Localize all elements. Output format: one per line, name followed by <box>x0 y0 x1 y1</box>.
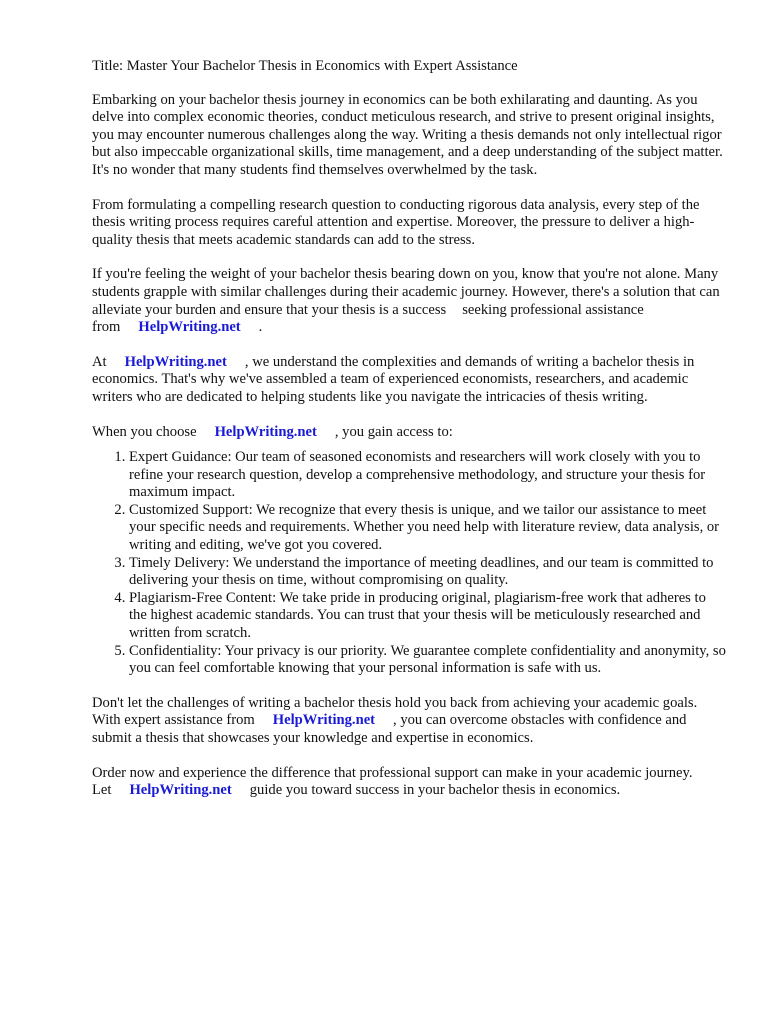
paragraph-solution-text: If you're feeling the weight of your bachelor thesis bearing down on you, know that you're not alone. Many students grapple with similar challenges during their academic journey. However, there's a solution that can alleviate your burden and ensure that your thesis is a success <box>92 266 720 318</box>
paragraph-order-end: guide you toward success in your bachelor thesis in economics. <box>249 782 621 799</box>
paragraph-choose-start: When you choose <box>92 423 197 440</box>
paragraph-solution-end: . <box>258 319 263 336</box>
paragraph-order <box>92 765 726 800</box>
paragraph-about <box>92 354 726 407</box>
list-item: 3. Timely Delivery: We understand the importance of meeting deadlines, and our team is committed to delivering your thesis on time, without compromising on quality. <box>129 555 726 590</box>
list-item: 2. Customized Support: We recognize that every thesis is unique, and we tailor our assistance to meet your specific needs and requirements. Whether you need help with literature review, data analysis, or writing and editing, we've got you covered. <box>129 502 726 555</box>
paragraph-encourage-end: , you can overcome obstacles with confidence and submit a thesis that showcases your knowledge and expertise in economics. <box>92 712 687 746</box>
document-page <box>92 58 726 817</box>
list-item: 4. Plagiarism-Free Content: We take pride in producing original, plagiarism-free work that adheres to the highest academic standards. You can trust that your thesis will be meticulously researched and written from scratch. <box>129 590 726 643</box>
paragraph-solution <box>92 266 726 336</box>
document-title: Title: Master Your Bachelor Thesis in Economics with Expert Assistance <box>92 58 518 74</box>
list-item: 1. Expert Guidance: Our team of seasoned economists and researchers will work closely with you to refine your research question, develop a comprehensive methodology, and structure your thesis for maximum impact. <box>129 449 726 502</box>
paragraph-intro: Embarking on your bachelor thesis journey in economics can be both exhilarating and daunting. As you delve into complex economic theories, conduct meticulous research, and strive to present original insights, you may encounter numerous challenges along the way. Writing a thesis demands not only intellectual rigor but also impeccable organizational skills, time management, and a deep understanding of the subject matter. It's no wonder that many students find themselves overwhelmed by the task. <box>92 91 723 178</box>
paragraph-process: From formulating a compelling research question to conducting rigorous data analysis, every step of the thesis writing process requires careful attention and expertise. Moreover, the pressure to deliver a high-quality thesis that meets academic standards can add to the stress. <box>92 196 700 248</box>
helpwriting-link-3[interactable]: HelpWriting.net <box>214 423 317 440</box>
helpwriting-link-2[interactable]: HelpWriting.net <box>124 353 227 370</box>
paragraph-choose <box>92 424 726 442</box>
benefits-list <box>92 449 726 678</box>
list-item: 5. Confidentiality: Your privacy is our priority. We guarantee complete confidentiality and anonymity, so you can feel comfortable knowing that your personal information is safe with us. <box>129 643 726 678</box>
paragraph-encourage <box>92 695 726 748</box>
helpwriting-link-1[interactable]: HelpWriting.net <box>138 319 241 336</box>
helpwriting-link-5[interactable]: HelpWriting.net <box>129 782 232 799</box>
paragraph-encourage-start: Don't let the challenges of writing a bachelor thesis hold you back from achieving your academic goals. With expert assistance from <box>92 694 698 729</box>
paragraph-choose-end: , you gain access to: <box>334 423 453 440</box>
paragraph-order-start: Order now and experience the difference that professional support can make in your academic journey. Let <box>92 764 693 799</box>
paragraph-about-text: , we understand the complexities and demands of writing a bachelor thesis in economics. That's why we've assembled a team of experienced economists, researchers, and academic writers who are dedicated to helping students like you navigate the intricacies of thesis writing. <box>92 353 695 405</box>
paragraph-about-start: At <box>92 353 107 370</box>
helpwriting-link-4[interactable]: HelpWriting.net <box>272 712 376 729</box>
paragraph-solution-mid: seeking professional assistance from <box>92 301 644 336</box>
